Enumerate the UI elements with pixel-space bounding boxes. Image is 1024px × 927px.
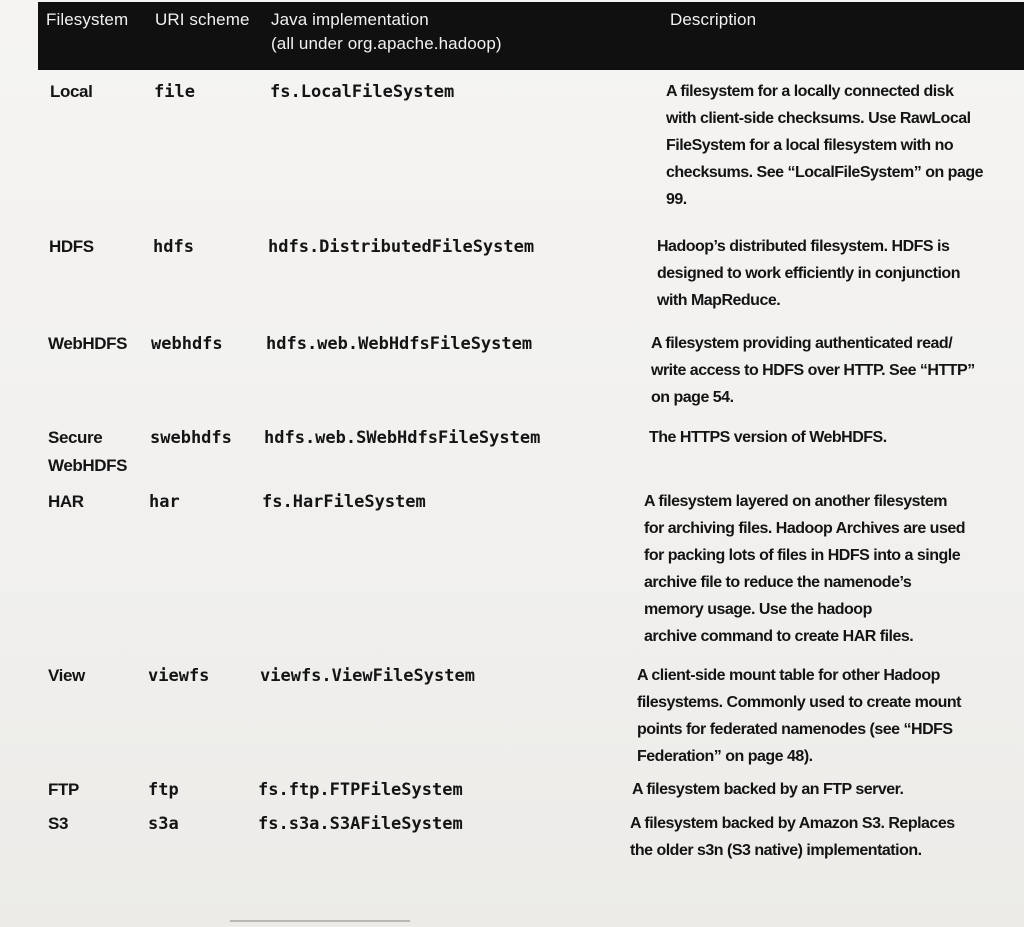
java-implementation-cell: fs.ftp.FTPFileSystem [258,780,463,800]
uri-scheme-cell: webhdfs [151,334,223,354]
filesystem-cell: View [48,666,85,685]
description-cell: A filesystem providing authenticated read/ write access to HDFS over HTTP. See “HTTP” on page 54. [651,335,975,406]
filesystem-cell: HDFS [49,237,94,256]
filesystem-cell: Local [50,82,93,101]
header-description: Description [670,10,757,29]
filesystem-cell: S3 [48,814,68,833]
java-implementation-cell: fs.HarFileSystem [262,492,426,512]
java-implementation-cell: hdfs.DistributedFileSystem [268,237,535,257]
filesystem-cell: Secure WebHDFS [48,428,128,475]
page-edge-shadow [230,920,410,922]
filesystem-cell: HAR [48,492,84,511]
uri-scheme-cell: viewfs [148,666,210,686]
header-uri-scheme: URI scheme [155,10,250,29]
java-implementation-cell: hdfs.web.SWebHdfsFileSystem [264,428,541,448]
description-cell: A filesystem backed by an FTP server. [632,781,904,798]
filesystem-cell: WebHDFS [48,334,128,353]
table-header [38,2,1024,70]
description-cell: A filesystem for a locally connected disk with client-side checksums. Use RawLocal FileSystem for a local filesystem with no checksums. See “LocalFileSystem” on page 99. [666,83,984,208]
uri-scheme-cell: file [154,82,195,102]
filesystem-cell: FTP [48,780,79,799]
uri-scheme-cell: har [149,492,180,512]
uri-scheme-cell: ftp [148,780,179,800]
description-cell: A client-side mount table for other Hadoop filesystems. Commonly used to create mount points for federated namenodes (see “HDFS Federation” on page 48). [637,667,961,765]
header-filesystem: Filesystem [46,10,129,29]
description-cell: A filesystem layered on another filesystem for archiving files. Hadoop Archives are used for packing lots of files in HDFS into a single archive file to reduce the namenode’s memory usage. Use the hadoop archive command to create HAR files. [644,493,966,645]
java-implementation-cell: fs.LocalFileSystem [270,82,455,102]
header-java-implementation: Java implementation (all under org.apache.hadoop) [271,10,502,53]
uri-scheme-cell: s3a [148,814,179,834]
java-implementation-cell: fs.s3a.S3AFileSystem [258,814,463,834]
description-cell: A filesystem backed by Amazon S3. Replaces the older s3n (S3 native) implementation. [630,815,955,859]
uri-scheme-cell: hdfs [153,237,194,257]
java-implementation-cell: hdfs.web.WebHdfsFileSystem [266,334,533,354]
java-implementation-cell: viewfs.ViewFileSystem [260,666,475,686]
description-cell: Hadoop’s distributed filesystem. HDFS is designed to work efficiently in conjunction with MapReduce. [657,238,960,309]
uri-scheme-cell: swebhdfs [150,428,232,448]
description-cell: The HTTPS version of WebHDFS. [649,429,887,446]
